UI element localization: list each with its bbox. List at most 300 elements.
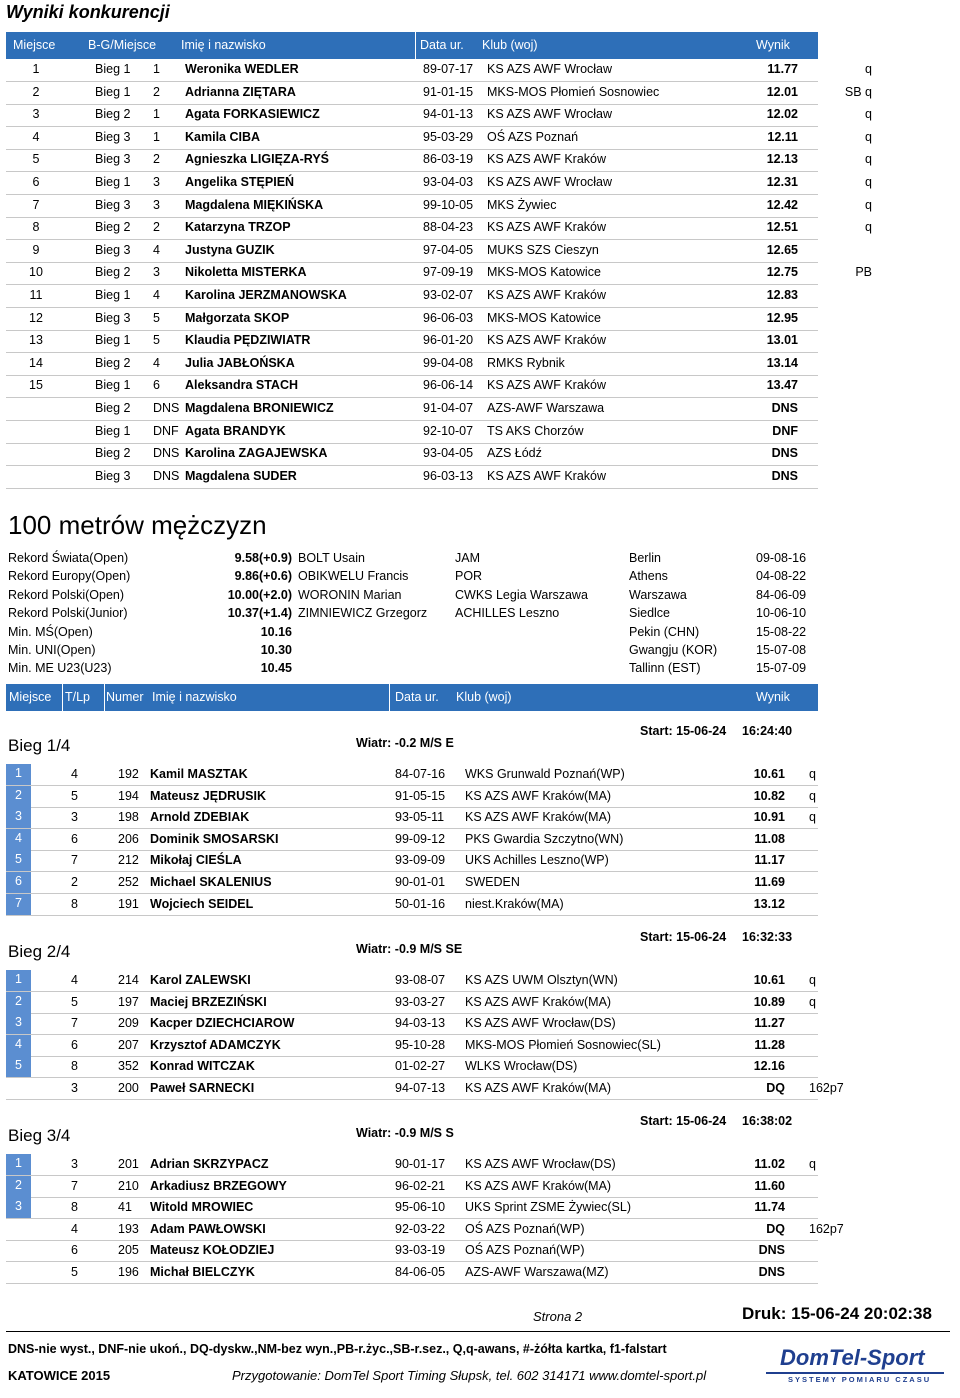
place-cell: 1: [6, 764, 31, 785]
table-row: [6, 1035, 818, 1057]
result-cell: 12.13: [766, 152, 798, 167]
result-cell: DQ: [766, 1081, 785, 1095]
record-value: 10.00(+2.0): [227, 587, 292, 602]
bib-number: 352: [118, 1059, 139, 1074]
result-cell: 11.08: [754, 831, 785, 846]
lane-cell: 8: [71, 896, 78, 911]
result-cell: 12.75: [766, 265, 798, 280]
place-cell: 5: [6, 850, 31, 871]
note-cell: q: [865, 129, 872, 144]
record-club: CWKS Legia Warszawa: [455, 587, 588, 602]
table-row: [6, 285, 818, 308]
record-date: 15-08-22: [756, 624, 807, 639]
heat-place-cell: 5: [153, 310, 160, 325]
note-cell: 162p7: [809, 1081, 844, 1095]
lane-cell: 4: [71, 973, 78, 987]
place-cell: 12: [29, 310, 43, 325]
heat-place-cell: DNS: [153, 468, 180, 483]
club-cell: MKS Żywiec: [487, 197, 557, 212]
athlete-name: Magdalena MIĘKIŃSKA: [185, 197, 324, 212]
birth-date: 91-01-15: [423, 84, 474, 99]
note-cell: 162p7: [809, 1221, 844, 1236]
heat-place-cell: 2: [153, 84, 160, 99]
club-cell: KS AZS AWF Kraków: [487, 468, 607, 483]
record-date: 15-07-08: [756, 643, 807, 657]
start-time: 16:24:40: [742, 724, 793, 738]
start-time: 16:32:33: [742, 930, 793, 944]
birth-date: 93-03-27: [395, 994, 446, 1009]
athlete-name: Angelika STĘPIEŃ: [185, 175, 295, 189]
place-cell: 2: [6, 786, 31, 807]
athlete-name: Maciej BRZEZIŃSKI: [150, 994, 267, 1009]
club-cell: KS AZS AWF Kraków(MA): [465, 1081, 612, 1095]
bib-number: 201: [118, 1157, 139, 1171]
heat-cell: Bieg 3: [95, 242, 131, 257]
result-cell: 12.95: [766, 310, 798, 325]
heat-cell: Bieg 2: [95, 265, 131, 280]
club-cell: WKS Grunwald Poznań(WP): [465, 767, 625, 781]
start-date: Start: 15-06-24: [640, 724, 727, 738]
heat-place-cell: DNS: [153, 446, 180, 461]
birth-date: 01-02-27: [395, 1059, 446, 1074]
birth-date: 99-09-12: [395, 831, 446, 846]
record-holder: ZIMNIEWICZ Grzegorz: [298, 606, 428, 621]
table-row: [6, 127, 872, 150]
result-cell: 12.31: [766, 175, 798, 189]
note-cell: q: [865, 175, 872, 189]
heat-cell: Bieg 1: [95, 423, 131, 438]
place-cell: 11: [29, 288, 43, 302]
result-cell: 10.82: [753, 788, 785, 803]
birth-date: 97-04-05: [423, 242, 474, 257]
athlete-name: Adrianna ZIĘTARA: [185, 84, 296, 99]
note-cell: q: [809, 788, 816, 803]
note-cell: q: [865, 197, 872, 212]
col-club-header: Klub (woj): [456, 690, 512, 704]
table-row: [6, 970, 818, 992]
birth-date: 99-04-08: [423, 355, 474, 370]
club-cell: KS AZS AWF Kraków(MA): [465, 1178, 612, 1193]
birth-date: 95-10-28: [395, 1037, 446, 1052]
place-cell: 1: [6, 1154, 31, 1175]
club-cell: MKS-MOS Płomień Sosnowiec(SL): [465, 1037, 661, 1052]
table-row: [6, 59, 872, 82]
table-row: [6, 172, 872, 195]
bib-number: 194: [118, 788, 139, 803]
place-cell: 2: [6, 1176, 31, 1197]
place-cell: 6: [6, 872, 31, 893]
heat-cell: Bieg 1: [95, 62, 131, 76]
prepared-by: Przygotowanie: DomTel Sport Timing Słupsk, tel. 602 314171 www.domtel-sport.pl: [232, 1368, 707, 1383]
domtel-logo: [766, 1345, 944, 1385]
birth-date: 86-03-19: [423, 152, 474, 167]
club-cell: AZS Łódź: [487, 446, 542, 461]
place-cell: 10: [29, 265, 43, 280]
club-cell: KS AZS AWF Wrocław(DS): [465, 1016, 616, 1031]
lane-cell: 5: [71, 788, 78, 803]
athlete-name: Julia JABŁOŃSKA: [185, 355, 295, 370]
record-place: Gwangju (KOR): [629, 643, 718, 657]
birth-date: 93-03-19: [395, 1243, 446, 1258]
birth-date: 99-10-05: [423, 197, 474, 212]
event-title: 100 metrów mężczyzn: [8, 510, 267, 540]
birth-date: 90-01-17: [395, 1157, 446, 1171]
note-cell: q: [809, 767, 816, 781]
record-club: POR: [455, 569, 483, 584]
record-place: Berlin: [629, 551, 661, 565]
birth-date: 96-01-20: [423, 333, 474, 348]
heat-place-cell: 4: [153, 355, 160, 370]
result-cell: 12.11: [767, 129, 798, 144]
record-value: 10.37(+1.4): [227, 606, 292, 621]
heat-place-cell: 3: [153, 197, 160, 212]
place-cell: 4: [6, 829, 31, 850]
heat-cell: Bieg 3: [95, 152, 131, 167]
col-name-header: Imię i nazwisko: [181, 38, 266, 52]
table-row: [6, 262, 872, 285]
club-cell: KS AZS AWF Kraków(MA): [465, 788, 612, 803]
col-name-header: Imię i nazwisko: [152, 690, 237, 704]
place-cell: 3: [32, 107, 40, 122]
club-cell: RMKS Rybnik: [487, 355, 565, 370]
place-cell: 6: [32, 175, 40, 189]
col-club-header: Klub (woj): [482, 38, 538, 52]
table-row: [6, 829, 818, 851]
table-row: [6, 1078, 844, 1100]
record-club: JAM: [455, 551, 480, 565]
place-cell: 3: [6, 807, 31, 828]
table-row: [6, 375, 818, 398]
record-holder: WORONIN Marian: [298, 587, 402, 602]
club-cell: KS AZS AWF Kraków(MA): [465, 994, 612, 1009]
heat-cell: Bieg 2: [95, 107, 131, 122]
heat-place-cell: 4: [153, 288, 160, 302]
club-cell: KS AZS AWF Kraków: [487, 220, 607, 235]
bib-number: 197: [118, 994, 139, 1009]
bib-number: 207: [118, 1037, 139, 1052]
col-number-header: Numer: [106, 690, 144, 704]
record-date: 10-06-10: [756, 606, 807, 621]
heat-cell: Bieg 3: [95, 197, 131, 212]
record-value: 10.30: [260, 643, 292, 657]
athlete-name: Weronika WEDLER: [185, 62, 299, 76]
result-cell: 10.89: [753, 994, 785, 1009]
club-cell: KS AZS AWF Wrocław(DS): [465, 1157, 616, 1171]
note-cell: q: [865, 220, 872, 235]
athlete-name: Magdalena SUDER: [185, 468, 297, 483]
lane-cell: 3: [71, 1081, 78, 1095]
club-cell: MUKS SZS Cieszyn: [487, 242, 599, 257]
athlete-name: Mikołaj CIEŚLA: [150, 853, 242, 868]
table-row: [6, 149, 872, 172]
bib-number: 196: [118, 1265, 139, 1279]
table-row: [6, 1219, 844, 1241]
place-cell: 7: [6, 894, 31, 915]
result-cell: 11.77: [767, 62, 798, 76]
page-title: Wyniki konkurencji: [6, 2, 170, 22]
athlete-name: Michael SKALENIUS: [150, 875, 272, 889]
lane-cell: 8: [71, 1059, 78, 1074]
athlete-name: Konrad WITCZAK: [150, 1059, 255, 1074]
birth-date: 91-05-15: [395, 788, 446, 803]
heat-cell: Bieg 1: [95, 288, 131, 302]
place-cell: 5: [32, 152, 40, 167]
athlete-name: Karolina JERZMANOWSKA: [185, 288, 347, 302]
col-date-header: Data ur.: [420, 38, 464, 52]
record-date: 15-07-09: [756, 661, 807, 676]
result-cell: 12.42: [766, 197, 798, 212]
place-cell: 15: [29, 378, 43, 393]
club-cell: KS AZS AWF Kraków: [487, 333, 607, 348]
table-row: [6, 240, 818, 263]
record-label: Rekord Europy(Open): [8, 569, 131, 584]
heat-cell: Bieg 2: [95, 401, 131, 415]
lane-cell: 8: [71, 1200, 78, 1215]
result-cell: 11.02: [754, 1157, 785, 1171]
birth-date: 96-06-14: [423, 378, 474, 393]
heat-cell: Bieg 1: [95, 175, 131, 189]
athlete-name: Mateusz JĘDRUSIK: [150, 788, 266, 803]
birth-date: 97-09-19: [423, 265, 474, 280]
bib-number: 205: [118, 1243, 139, 1258]
result-cell: DQ: [766, 1221, 785, 1236]
start-date: Start: 15-06-24: [640, 930, 727, 944]
birth-date: 93-02-07: [423, 288, 474, 302]
record-label: Min. MŚ(Open): [8, 624, 93, 639]
note-cell: q: [809, 994, 816, 1009]
birth-date: 88-04-23: [423, 220, 474, 235]
lane-cell: 4: [71, 767, 78, 781]
heat-place-cell: 3: [153, 175, 160, 189]
heat-title: Bieg 2/4: [8, 942, 71, 961]
result-cell: DNS: [771, 446, 798, 461]
lane-cell: 5: [71, 994, 78, 1009]
result-cell: 13.14: [766, 355, 798, 370]
club-cell: PKS Gwardia Szczytno(WN): [465, 831, 624, 846]
record-date: 84-06-09: [756, 587, 807, 602]
table-row: [6, 1013, 818, 1035]
club-cell: WLKS Wrocław(DS): [465, 1059, 578, 1074]
birth-date: 96-02-21: [395, 1178, 446, 1193]
place-cell: 13: [29, 333, 43, 348]
result-cell: 10.91: [753, 810, 785, 825]
table-row: [6, 308, 818, 331]
athlete-name: Adam PAWŁOWSKI: [150, 1221, 266, 1236]
heat-cell: Bieg 3: [95, 310, 131, 325]
place-cell: 2: [32, 84, 40, 99]
record-value: 9.86(+0.6): [234, 569, 292, 584]
col-place-header: Miejsce: [9, 690, 52, 704]
birth-date: 94-01-13: [423, 107, 474, 122]
table-row: [6, 807, 818, 829]
result-cell: 12.83: [766, 288, 798, 302]
place-cell: 5: [6, 1056, 31, 1077]
legend-text: DNS-nie wyst., DNF-nie ukoń., DQ-dyskw.,NM-bez wyn.,PB-r.życ.,SB-r.sez., Q,q-awans, #-żółta kartka, f1-falstart: [8, 1342, 667, 1356]
table-row: [6, 1262, 818, 1284]
result-cell: 11.69: [754, 875, 785, 889]
note-cell: SB q: [844, 84, 872, 99]
heat-cell: Bieg 2: [95, 220, 131, 235]
record-place: Tallinn (EST): [629, 661, 701, 676]
page-number: Strona 2: [533, 1309, 583, 1324]
table-row: [6, 466, 818, 489]
bib-number: 41: [118, 1200, 132, 1215]
result-cell: 11.74: [754, 1200, 785, 1215]
bib-number: 198: [118, 810, 139, 825]
heat-place-cell: 3: [153, 265, 160, 280]
table-row: [6, 195, 872, 218]
heat-place-cell: DNF: [153, 423, 179, 438]
club-cell: KS AZS AWF Kraków: [487, 288, 607, 302]
birth-date: 84-06-05: [395, 1265, 446, 1279]
result-cell: 11.28: [754, 1037, 785, 1052]
print-timestamp: Druk: 15-06-24 20:02:38: [742, 1304, 932, 1323]
birth-date: 92-03-22: [395, 1221, 446, 1236]
table-row: [6, 217, 872, 240]
place-cell: 4: [6, 1035, 31, 1056]
results-table-header: [6, 32, 818, 59]
birth-date: 89-07-17: [423, 62, 474, 76]
lane-cell: 6: [71, 1243, 78, 1258]
athlete-name: Nikoletta MISTERKA: [185, 265, 307, 280]
athlete-name: Krzysztof ADAMCZYK: [150, 1037, 281, 1052]
heat-title: Bieg 3/4: [8, 1126, 71, 1145]
record-holder: BOLT Usain: [298, 551, 365, 565]
record-label: Min. UNI(Open): [8, 643, 96, 657]
col-place-header: Miejsce: [13, 38, 56, 52]
bib-number: 193: [118, 1221, 139, 1236]
record-value: 10.16: [260, 624, 292, 639]
start-time: 16:38:02: [742, 1114, 793, 1128]
result-cell: 12.16: [753, 1059, 785, 1074]
record-holder: OBIKWELU Francis: [298, 569, 409, 584]
record-club: ACHILLES Leszno: [455, 606, 560, 621]
wind-reading: Wiatr: -0.9 M/S S: [356, 1126, 454, 1140]
birth-date: 93-04-05: [423, 446, 474, 461]
club-cell: OŚ AZS Poznań: [487, 129, 579, 144]
athlete-name: Karol ZALEWSKI: [150, 973, 251, 987]
result-cell: DNS: [758, 1265, 785, 1279]
athlete-name: Kamil MASZTAK: [150, 767, 248, 781]
domtel-logo-text: DomTel-Sport: [780, 1345, 925, 1370]
result-cell: DNS: [758, 1243, 785, 1258]
bib-number: 209: [118, 1016, 139, 1031]
record-label: Rekord Polski(Open): [8, 587, 125, 602]
note-cell: q: [865, 152, 872, 167]
athlete-name: Magdalena BRONIEWICZ: [185, 401, 334, 415]
footer-divider: [6, 1331, 950, 1332]
place-cell: 3: [6, 1197, 31, 1218]
note-cell: q: [865, 107, 872, 122]
birth-date: 93-04-03: [423, 175, 474, 189]
birth-date: 93-05-11: [395, 810, 445, 825]
club-cell: UKS Sprint ZSME Żywiec(SL): [465, 1200, 632, 1215]
table-row: [6, 992, 818, 1014]
birth-date: 96-06-03: [423, 310, 474, 325]
heat-cell: Bieg 1: [95, 84, 131, 99]
heat-place-cell: 1: [153, 62, 160, 76]
wind-reading: Wiatr: -0.2 M/S E: [356, 736, 454, 750]
heat-place-cell: 2: [153, 152, 160, 167]
birth-date: 93-09-09: [395, 853, 446, 868]
table-row: [6, 104, 872, 127]
table-row: [6, 421, 818, 444]
table-row: [6, 1056, 818, 1078]
table-row: [6, 398, 818, 421]
record-value: 10.45: [260, 661, 292, 676]
record-label: Rekord Świata(Open): [8, 551, 129, 565]
place-cell: 7: [32, 197, 40, 212]
athlete-name: Kacper DZIECHCIAROW: [150, 1016, 295, 1031]
athlete-name: Paweł SARNECKI: [150, 1081, 255, 1095]
place-cell: 8: [32, 220, 40, 235]
club-cell: MKS-MOS Płomień Sosnowiec: [487, 84, 660, 99]
club-cell: KS AZS AWF Wrocław: [487, 107, 613, 122]
lane-cell: 7: [71, 1016, 78, 1031]
table-row: [6, 353, 818, 376]
table-row: [6, 1154, 818, 1176]
record-date: 04-08-22: [756, 569, 807, 584]
place-cell: 9: [32, 242, 40, 257]
club-cell: KS AZS AWF Wrocław: [487, 175, 613, 189]
record-date: 09-08-16: [756, 551, 807, 565]
club-cell: AZS-AWF Warszawa(MZ): [465, 1265, 609, 1279]
athlete-name: Justyna GUZIK: [185, 242, 275, 257]
club-cell: AZS-AWF Warszawa: [487, 401, 605, 415]
bib-number: 214: [118, 973, 139, 987]
athlete-name: Katarzyna TRZOP: [185, 220, 291, 235]
note-cell: PB: [855, 265, 872, 280]
col-lane-header: T/Lp: [65, 690, 91, 704]
athlete-name: Witold MROWIEC: [150, 1200, 254, 1215]
result-cell: 11.17: [754, 853, 785, 868]
athlete-name: Arkadiusz BRZEGOWY: [150, 1178, 287, 1193]
birth-date: 96-03-13: [423, 468, 474, 483]
birth-date: 93-08-07: [395, 973, 446, 987]
heat-cell: Bieg 1: [95, 333, 131, 348]
birth-date: 90-01-01: [395, 875, 446, 889]
club-cell: KS AZS AWF Kraków: [487, 152, 607, 167]
bib-number: 200: [118, 1081, 139, 1095]
result-cell: 11.27: [754, 1016, 785, 1031]
lane-cell: 3: [71, 810, 78, 825]
heat-place-cell: DNS: [153, 401, 180, 415]
bib-number: 192: [118, 767, 139, 781]
heat-place-cell: 6: [153, 378, 160, 393]
lane-cell: 2: [71, 875, 78, 889]
lane-cell: 5: [71, 1265, 78, 1279]
record-label: Rekord Polski(Junior): [8, 606, 128, 621]
result-cell: 12.51: [766, 220, 798, 235]
heat-cell: Bieg 3: [95, 129, 131, 144]
place-cell: 4: [32, 129, 40, 144]
domtel-logo-subtitle: SYSTEMY POMIARU CZASU: [788, 1375, 932, 1384]
heat-cell: Bieg 1: [95, 378, 131, 393]
heat-place-cell: 5: [153, 333, 160, 348]
birth-date: 92-10-07: [423, 423, 474, 438]
result-cell: DNF: [772, 423, 798, 438]
club-cell: KS AZS UWM Olsztyn(WN): [465, 973, 618, 987]
place-cell: 3: [6, 1013, 31, 1034]
athlete-name: Klaudia PĘDZIWIATR: [185, 333, 311, 348]
result-cell: DNS: [771, 401, 798, 415]
heat-place-cell: 2: [153, 220, 160, 235]
col-heat-place-header: B-G/Miejsce: [88, 38, 157, 52]
club-cell: MKS-MOS Katowice: [487, 265, 601, 280]
athlete-name: Arnold ZDEBIAK: [150, 810, 250, 825]
result-cell: 13.01: [766, 333, 798, 348]
table-row: [6, 330, 818, 353]
